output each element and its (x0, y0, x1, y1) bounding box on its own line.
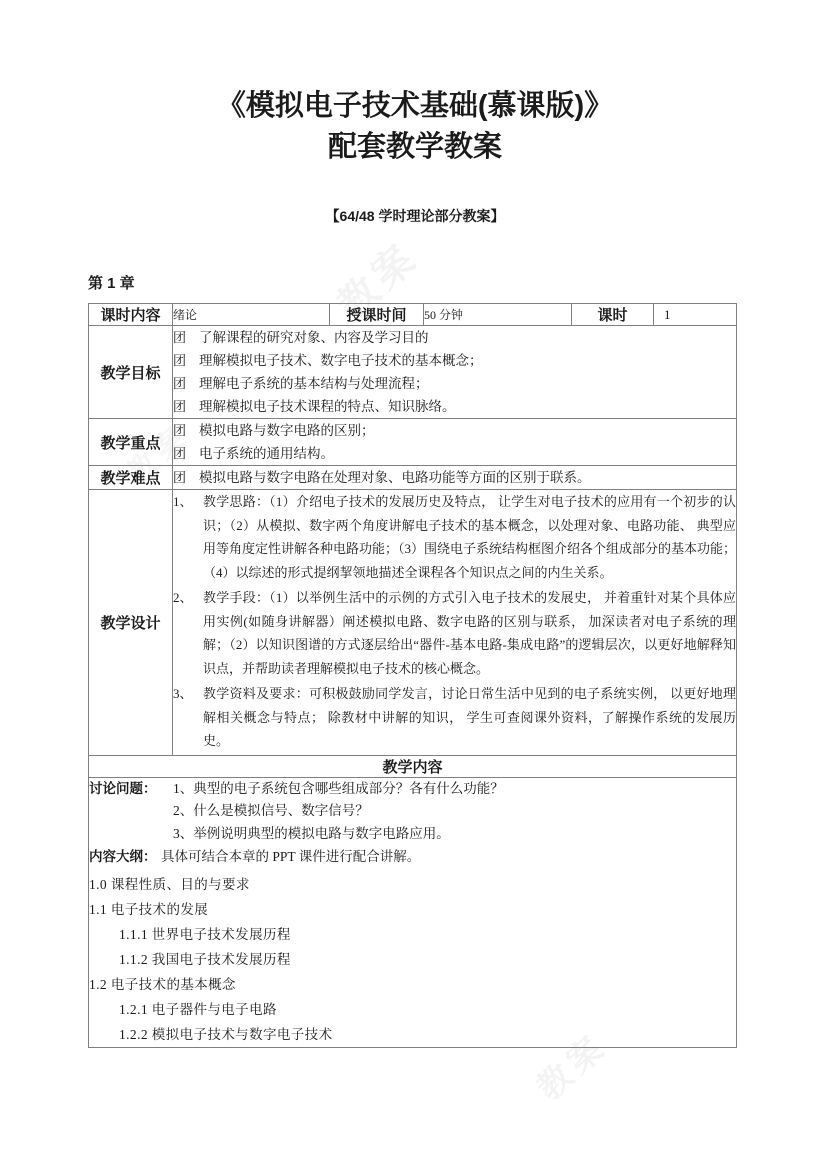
list-item-text: 了解课程的研究对象、内容及学习目的 (199, 330, 429, 345)
table-row-key-points (89, 419, 737, 466)
list-item (173, 326, 736, 349)
list-item: 3、举例说明典型的模拟电路与数字电路应用。 (173, 825, 450, 841)
cell-difficulties-list (173, 466, 737, 490)
bullet-marker-icon: 团 (173, 423, 187, 438)
cell-time-value: 50 分钟 (424, 304, 572, 326)
table-row-difficulties (89, 466, 737, 490)
cell-key-points-list (173, 419, 737, 466)
list-item-text: 理解电子系统的基本结构与处理流程； (199, 376, 429, 391)
cell-time-label: 授课时间 (330, 304, 424, 326)
outline-item: 1.2.2 模拟电子技术与数字电子技术 (119, 1026, 333, 1042)
bullet-marker-icon: 团 (173, 470, 187, 485)
list-item (173, 490, 736, 584)
cell-hours-value: 1 (654, 304, 737, 326)
list-item-text: 理解模拟电子技术、数字电子技术的基本概念； (199, 353, 483, 368)
bullet-marker-icon: 团 (173, 446, 187, 461)
table-row-content-heading (89, 755, 737, 777)
row-label-objectives: 教学目标 (89, 326, 173, 419)
document-title-line-1: 《模拟电子技术基础(慕课版)》 (216, 90, 614, 122)
bullet-marker-icon: 团 (173, 399, 187, 414)
discussion-label: 讨论问题： (89, 780, 157, 796)
outline-item: 1.1.2 我国电子技术发展历程 (119, 951, 291, 967)
table-row-content-body (89, 777, 737, 1047)
list-item-text: 模拟电路与数字电路在处理对象、电路功能等方面的区别于联系。 (199, 470, 591, 485)
list-item (173, 586, 736, 680)
discussion-block (89, 778, 736, 846)
cell-content-label: 课时内容 (89, 304, 173, 326)
row-label-difficulties: 教学难点 (89, 466, 173, 490)
outline-list (89, 872, 736, 1047)
outline-item: 1.2 电子技术的基本概念 (89, 976, 236, 992)
list-item-text: 教学思路：（1）介绍电子技术的发展历史及特点， 让学生对电子技术的应用有一个初步的认识；（2）从模拟、数字两个角度讲解电子技术的基本概念，以处理对象、电路功能、 典型应用等角度定性讲解各种电路功能；（3）围绕电子系统结构框图介绍各个组成部分的基本功能；（4）以综述的形式提纲挈领地描述全课程各个知识点之间的内生关系。 (203, 494, 737, 580)
cell-hours-label: 课时 (572, 304, 654, 326)
document-subtitle: 【64/48 学时理论部分教案】 (325, 208, 505, 224)
table-row-objectives (89, 326, 737, 419)
bullet-marker-icon: 团 (173, 330, 187, 345)
discussion-items (173, 778, 736, 846)
cell-design-list (173, 490, 737, 756)
row-label-key-points: 教学重点 (89, 419, 173, 466)
content-section-heading: 教学内容 (89, 755, 737, 777)
table-row-design (89, 490, 737, 756)
lesson-plan-table (88, 303, 737, 1048)
title-block (0, 0, 830, 226)
list-item (173, 419, 736, 442)
list-item: 1、典型的电子系统包含哪些组成部分？各有什么功能？ (173, 780, 504, 796)
outline-item: 1.0 课程性质、目的与要求 (89, 876, 250, 892)
cell-objectives-list (173, 326, 737, 419)
bullet-marker-icon: 团 (173, 376, 187, 391)
outline-note-block (89, 846, 736, 869)
list-item-text: 教学手段：（1）以举例生活中的示例的方式引入电子技术的发展史， 并着重针对某个具体应用实例(如随身讲解器）阐述模拟电路、数字电路的区别与联系， 加深读者对电子系统的理解；（2）以知识图谱的方式逐层给出“器件-基本电路-集成电路”的逻辑层次，以更好地解释知识点，并帮助读者理解模拟电子技术的核心概念。 (203, 590, 736, 676)
list-item (173, 442, 736, 465)
list-item-number: 2、 (173, 590, 193, 605)
list-item-text: 教学资料及要求：可积极鼓励同学发言，讨论日常生活中见到的电子系统实例， 以更好地理解相关概念与特点； 除教材中讲解的知识， 学生可查阅课外资料，了解操作系统的发展历史。 (203, 686, 736, 748)
cell-content-value: 绪论 (173, 304, 330, 326)
outline-item: 1.1.1 世界电子技术发展历程 (119, 926, 291, 942)
list-item-number: 3、 (173, 686, 193, 701)
chapter-label: 第 1 章 (88, 275, 135, 292)
row-label-design: 教学设计 (89, 490, 173, 756)
list-item-number: 1、 (173, 494, 193, 509)
outline-item: 1.2.1 电子器件与电子电路 (119, 1001, 277, 1017)
list-item-text: 模拟电路与数字电路的区别； (199, 423, 375, 438)
document-title-line-2: 配套教学教案 (327, 131, 502, 163)
list-item (173, 372, 736, 395)
outline-note: 具体可结合本章的 PPT 课件进行配合讲解。 (161, 849, 421, 864)
cell-content-body (89, 777, 737, 1047)
list-item-text: 电子系统的通用结构。 (199, 446, 334, 461)
list-item (173, 349, 736, 372)
outline-label: 内容大纲： (89, 849, 157, 864)
list-item: 2、什么是模拟信号、数字信号？ (173, 803, 369, 818)
list-item (173, 395, 736, 418)
outline-item: 1.1 电子技术的发展 (89, 901, 209, 917)
list-item-text: 理解模拟电子技术课程的特点、知识脉络。 (199, 399, 456, 414)
list-item (173, 682, 736, 753)
table-row-header (89, 304, 737, 326)
list-item (173, 466, 736, 489)
bullet-marker-icon: 团 (173, 353, 187, 368)
